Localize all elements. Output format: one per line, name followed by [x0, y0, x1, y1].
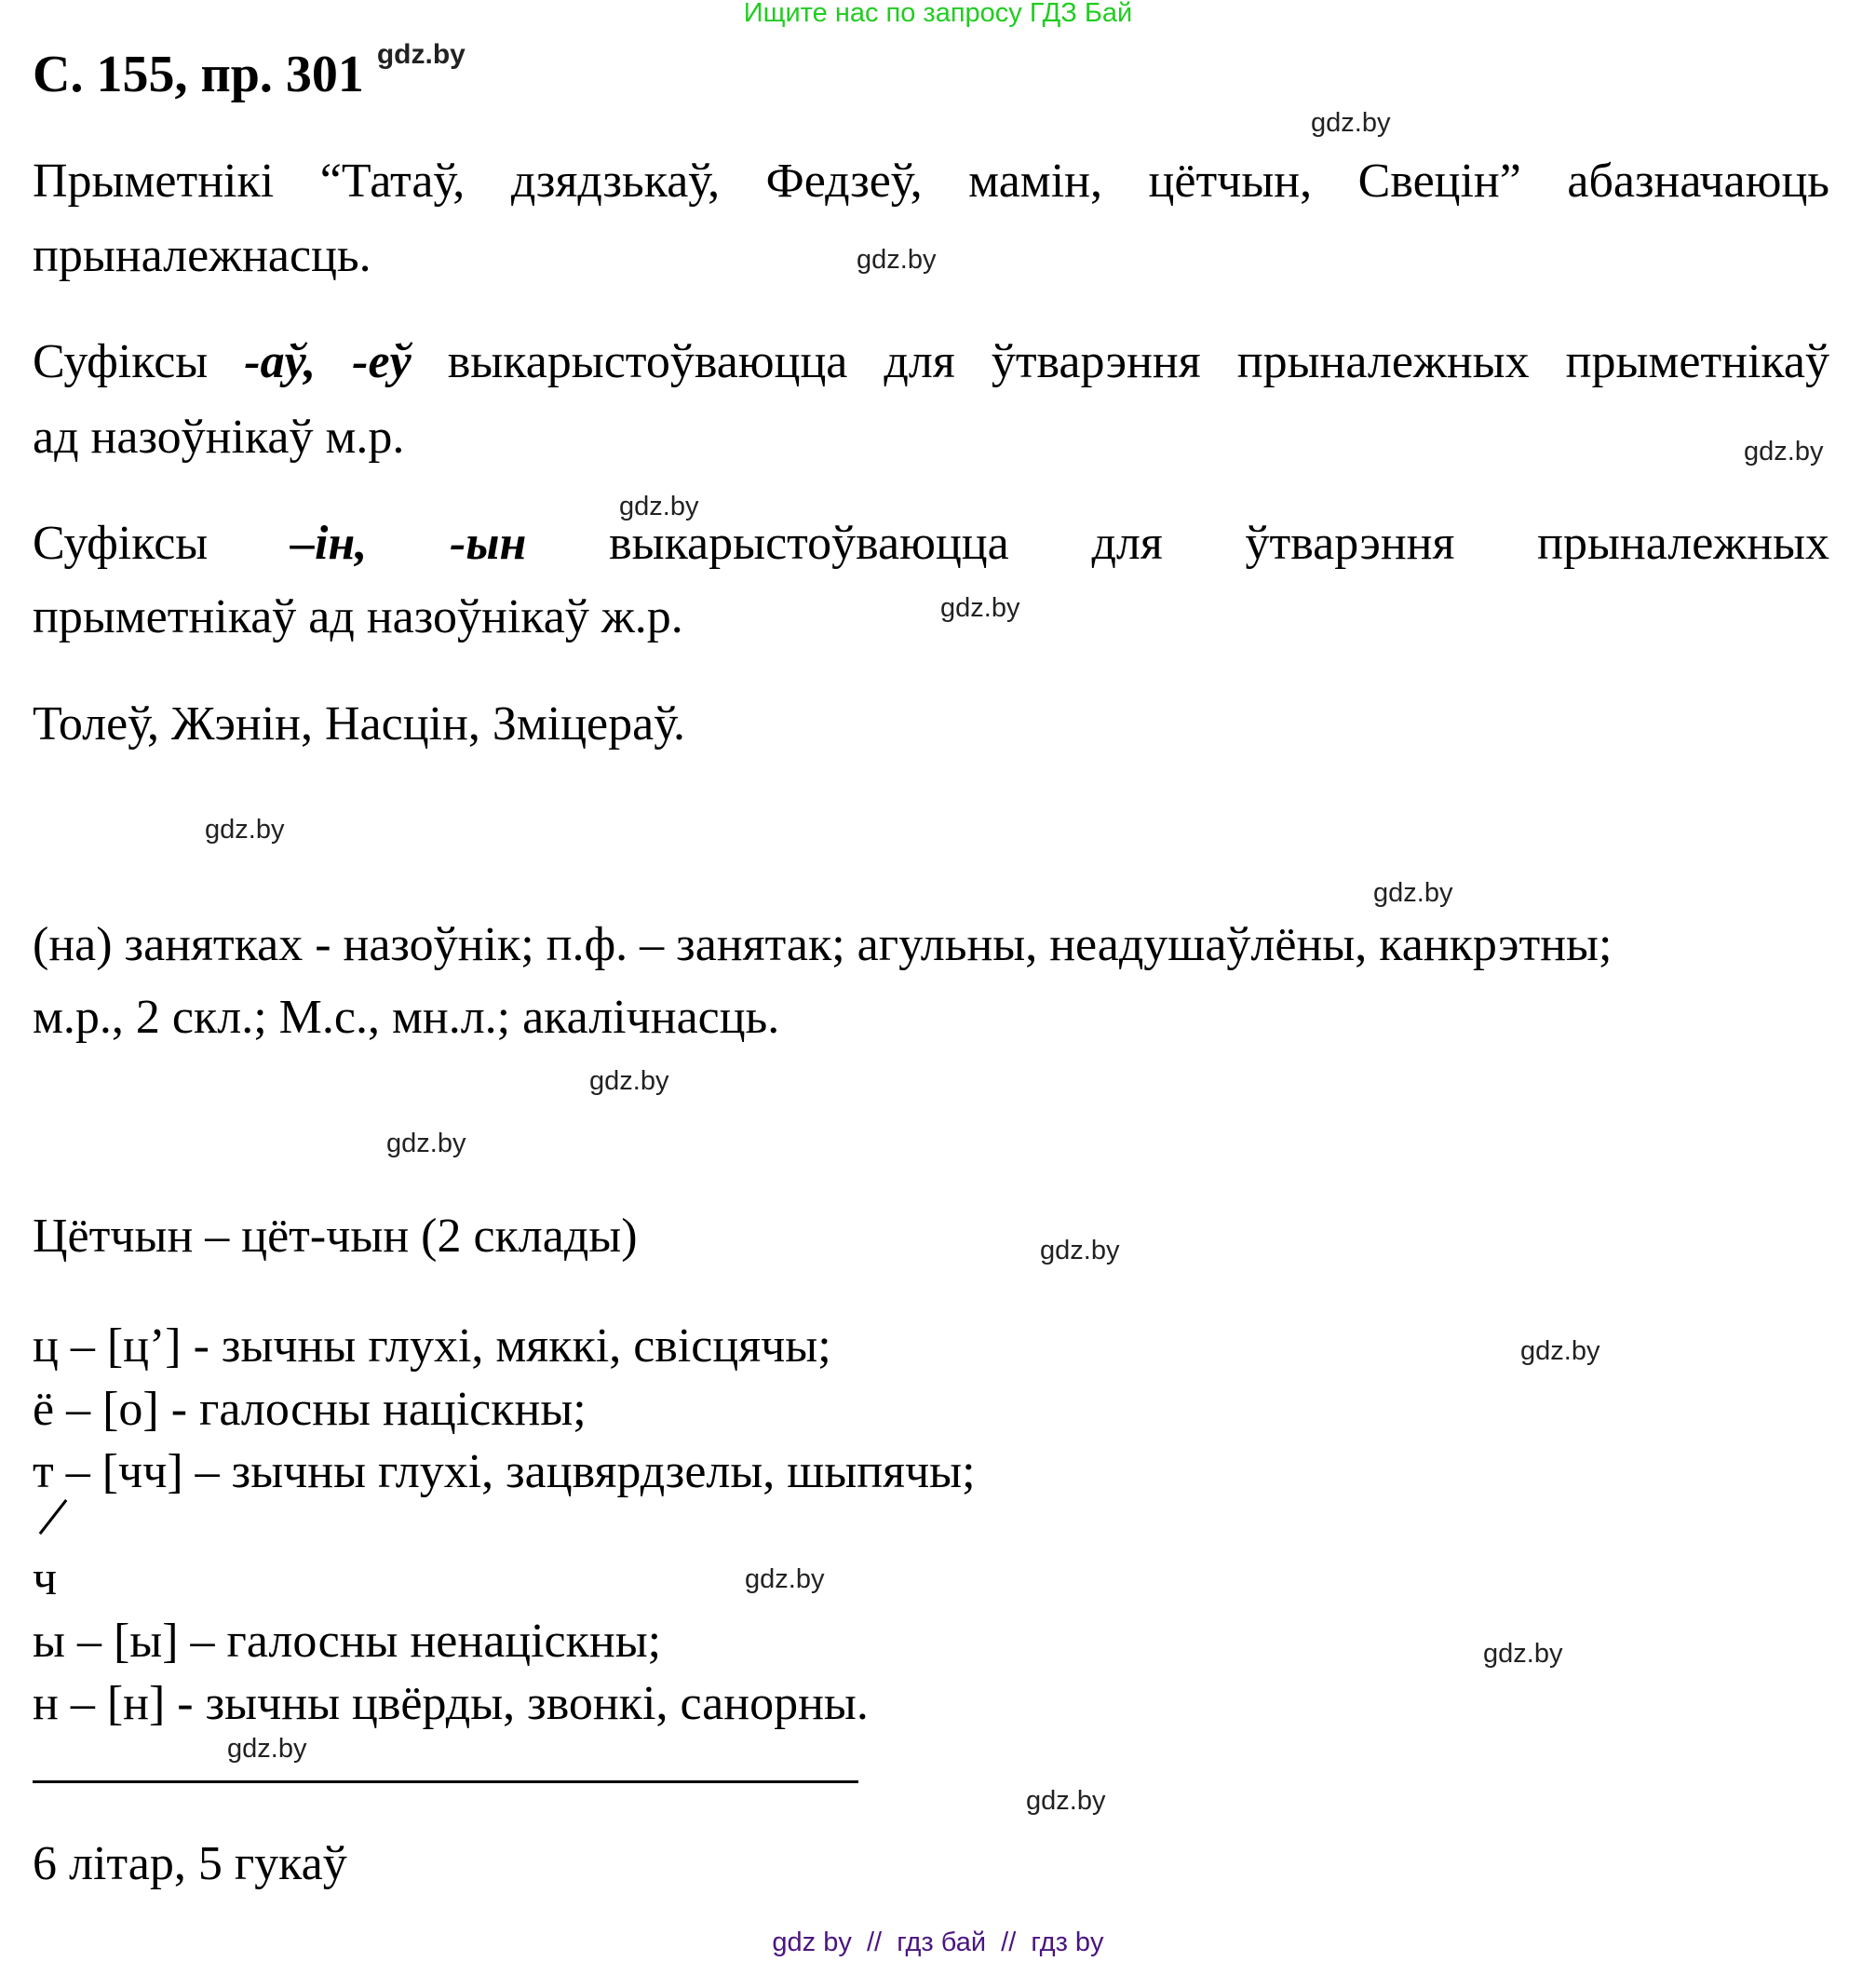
p3-prefix: Суфіксы [33, 517, 290, 570]
watermark: gdz.by [1040, 1236, 1120, 1265]
watermark: gdz.by [386, 1129, 466, 1158]
watermark: gdz.by [857, 245, 937, 275]
watermark: gdz.by [1520, 1336, 1600, 1366]
footer-watermark: gdz by // гдз бай // гдз by [772, 1928, 1104, 1957]
watermark: gdz.by [205, 815, 285, 845]
watermark: gdz.by [1026, 1786, 1106, 1816]
phonetic-line-4: ч [33, 1552, 58, 1605]
watermark: gdz.by [1483, 1639, 1563, 1669]
phonetic-line-1: ц – [ц’] - зычны глухі, мяккі, свісцячы; [33, 1319, 831, 1373]
paragraph-3-line-1 [33, 516, 1829, 571]
p3-suffixes: –ін, -ын [290, 517, 527, 570]
paragraph-6: Цётчын – цёт-чын (2 склады) [33, 1210, 638, 1263]
watermark: gdz.by [1311, 108, 1391, 138]
p2-rest: выкарыстоўваюцца для ўтварэння прыналежных прыметнікаў [411, 335, 1829, 388]
paragraph-2-line-2: ад назоўнікаў м.р. [33, 411, 405, 464]
paragraph-4: Толеў, Жэнін, Насцін, Зміцераў. [33, 697, 686, 751]
watermark: gdz.by [1373, 878, 1453, 908]
phonetic-line-5: ы – [ы] – галосны ненаціскны; [33, 1615, 662, 1668]
letter-link-slash [39, 1499, 68, 1535]
paragraph-5-line-1: (на) занятках - назоўнік; п.ф. – занятак; агульны, неадушаўлёны, канкрэтны; [33, 918, 1613, 971]
watermark: gdz.by [1744, 437, 1824, 467]
watermark: gdz.by [227, 1734, 307, 1764]
search-banner: Ищите нас по запросу ГДЗ Бай [743, 0, 1133, 28]
watermark: gdz.by [589, 1066, 669, 1096]
title-text: С. 155, пр. 301 [33, 46, 364, 103]
p2-prefix: Суфіксы [33, 335, 245, 388]
watermark: gdz.by [619, 492, 699, 521]
paragraph-3-line-2: прыметнікаў ад назоўнікаў ж.р. [33, 590, 683, 643]
p3-rest: выкарыстоўваюцца для ўтварэння прыналежных [526, 517, 1829, 570]
p2-suffixes: -аў, -еў [244, 335, 412, 388]
title-watermark: gdz.by [376, 39, 466, 71]
phonetic-line-2: ё – [о] - галосны націскны; [33, 1383, 587, 1436]
page-title [33, 39, 466, 104]
watermark: gdz.by [940, 593, 1020, 623]
phonetic-line-6: н – [н] - зычны цвёрды, звонкі, санорны. [33, 1677, 869, 1730]
phonetic-line-3: т – [чч] – зычны глухі, зацвярдзелы, шыпячы; [33, 1445, 976, 1498]
paragraph-5-line-2: м.р., 2 скл.; М.с., мн.л.; акалічнасць. [33, 991, 780, 1044]
watermark: gdz.by [745, 1564, 825, 1594]
paragraph-1-line-1: Прыметнікі “Татаў, дзядзькаў, Федзеў, мамін, цётчын, Свецін” абазначаюць [33, 155, 1829, 208]
summary: 6 літар, 5 гукаў [33, 1837, 347, 1890]
divider-line [33, 1780, 858, 1783]
paragraph-1-line-2: прыналежнасць. [33, 229, 371, 282]
paragraph-2-line-1 [33, 334, 1829, 389]
